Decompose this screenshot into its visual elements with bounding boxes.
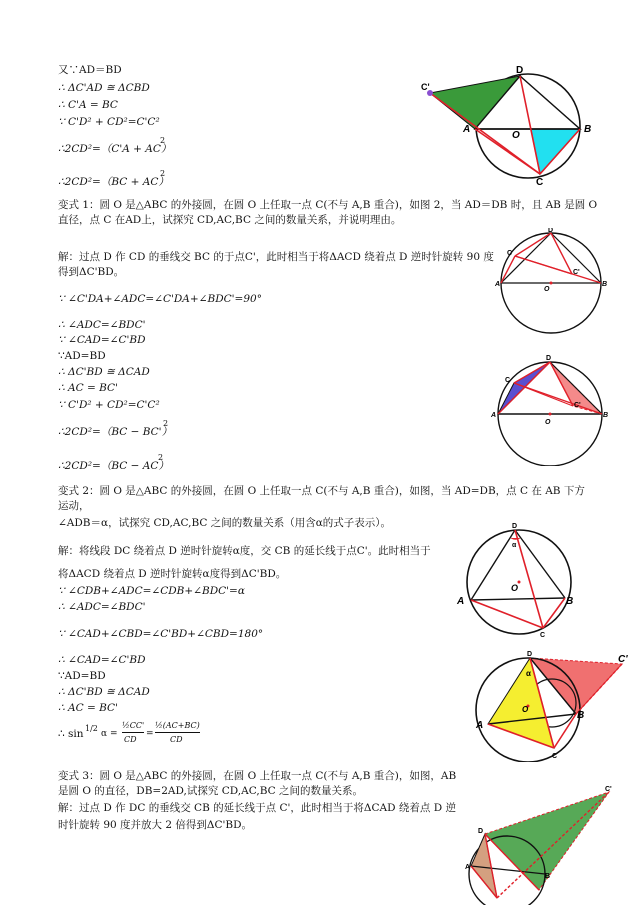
figure-3: [490, 350, 612, 466]
label-C: C: [552, 753, 558, 760]
figure-4: [455, 520, 585, 638]
label-A: A: [495, 281, 501, 288]
variant2-title-3: ∠ADB＝α，试探究 CD,AC,BC 之间的数量关系（用含α的式子表示）。: [58, 517, 392, 529]
text-line: ∵ ∠CAD+∠CBD=∠C'BD+∠CBD=180°: [58, 628, 264, 640]
label-O: O: [511, 583, 519, 593]
text-line: ∵ ∠C'DA+∠ADC=∠C'DA+∠BDC'=90°: [58, 293, 262, 305]
text-line: ∵AD=BD: [58, 350, 106, 362]
variant2-title: 变式 2：圆 O 是△ABC 的外接圆，在圆 O 上任取一点 C(不与 A,B 重合)，如图，当 AD=DB，点 C 在 AB 下方: [58, 485, 585, 497]
variant1-title: 变式 1：圆 O 是△ABC 的外接圆，在圆 O 上任取一点 C(不与 A,B 重合)，如图 2，当 AD＝DB 时，且 AB 是圆 O: [58, 199, 598, 211]
label-A: A: [476, 720, 484, 731]
label-B: B: [603, 412, 609, 419]
label-C: C: [536, 177, 544, 188]
variant3-title-2: 是圆 O 的直径，DB=2AD,试探究 CD,AC,BC 之间的数量关系。: [58, 785, 363, 797]
text-line: ∴ C'A = BC: [58, 99, 118, 111]
label-Cp: C': [605, 786, 612, 793]
exponent: 2: [160, 136, 166, 145]
label-Cp: C': [618, 654, 628, 665]
text-line: ∵ ∠CAD=∠C'BD: [58, 334, 146, 346]
text-line: ∴ AC = BC': [58, 382, 118, 394]
label-D: D: [512, 523, 518, 530]
label-Cp: C': [421, 82, 430, 92]
label-A: A: [465, 864, 471, 871]
text-line: ∴ ∠ADC=∠BDC': [58, 601, 146, 613]
solution-text: 解：过点 D 作 CD 的垂线交 BC 的于点C'，此时相当于将ΔACD 绕着点 D 逆时针旋转 90 度: [58, 251, 494, 263]
text-line: ∴ ΔC'AD ≅ ΔCBD: [58, 82, 150, 94]
solution-text: 解：过点 D 作 DC 的垂线交 CB 的延长线于点 C'，此时相当于将ΔCAD 绕着点 D 逆: [58, 802, 456, 814]
exponent: 2: [163, 419, 169, 428]
text-line: ∵ C'D² + CD²=C'C²: [58, 116, 160, 128]
label-A: A: [491, 412, 497, 419]
label-B: B: [584, 124, 592, 135]
label-C: C: [507, 250, 513, 257]
label-D: D: [546, 355, 552, 362]
text-line: ∴2CD²=（BC − AC）: [58, 460, 169, 472]
figure-1: [418, 64, 608, 188]
solution-text: 时针旋转 90 度并放大 2 倍得到ΔC'BD。: [58, 819, 253, 831]
figure-5: [472, 648, 632, 762]
label-O: O: [522, 705, 529, 714]
label-D: D: [548, 228, 554, 234]
text-line: ∴ ∠CAD=∠C'BD: [58, 654, 146, 666]
text-line: 又∵AD＝BD: [58, 64, 122, 76]
text-line: ∵ ∠CDB+∠ADC=∠CDB+∠BDC'=α: [58, 585, 245, 597]
label-O: O: [545, 419, 551, 426]
label-O: O: [544, 286, 550, 293]
label-B: B: [545, 873, 551, 880]
figure-2: [494, 228, 612, 334]
solution-text: 将ΔACD 绕着点 D 逆时针旋转α度得到ΔC'BD。: [58, 568, 287, 580]
text-line: ∴ AC = BC': [58, 702, 118, 714]
label-O: O: [512, 130, 520, 141]
text-line: ∵AD=BD: [58, 670, 106, 682]
text-line: ∵ C'D² + CD²=C'C²: [58, 399, 160, 411]
text-line: ∴2CD²=（BC − BC'）: [58, 426, 173, 438]
label-B: B: [566, 596, 574, 607]
label-B: B: [577, 710, 585, 721]
figure-6: [465, 786, 615, 905]
variant1-title-2: 直径，点 C 在AD上，试探究 CD,AC,BC 之间的数量关系，并说明理由。: [58, 214, 402, 226]
text-line: ∴2CD²=（BC + AC）: [58, 176, 169, 188]
label-D: D: [516, 65, 524, 76]
exponent: 2: [160, 169, 166, 178]
label-B: B: [602, 281, 608, 288]
label-D: D: [478, 828, 484, 835]
variant3-title: 变式 3：圆 O 是△ABC 的外接圆，在圆 O 上任取一点 C(不与 A,B 重合)，如图，AB: [58, 770, 457, 782]
exponent: 2: [158, 453, 164, 462]
label-Cp: C': [574, 402, 581, 409]
label-alpha: α: [526, 669, 531, 678]
label-A: A: [463, 124, 471, 135]
text-line: ∴ ΔC'BD ≅ ΔCAD: [58, 686, 150, 698]
label-alpha: α: [512, 542, 517, 549]
solution-text: 解：将线段 DC 绕着点 D 逆时针旋转α度，交 CB 的延长线于点C'。此时相当于: [58, 545, 431, 557]
text-line: ∴ ∠ADC=∠BDC': [58, 319, 146, 331]
variant2-title-2: 运动，: [58, 500, 90, 512]
label-Cp: C': [573, 269, 580, 276]
label-D: D: [527, 651, 533, 658]
label-C: C: [505, 377, 511, 384]
label-A: A: [457, 596, 465, 607]
text-line: ∴ ΔC'BD ≅ ΔCAD: [58, 366, 150, 378]
label-C: C: [540, 632, 546, 638]
solution-text: 得到ΔC'BD。: [58, 266, 125, 278]
text-line: ∴2CD²=（C'A + AC）: [58, 143, 172, 155]
